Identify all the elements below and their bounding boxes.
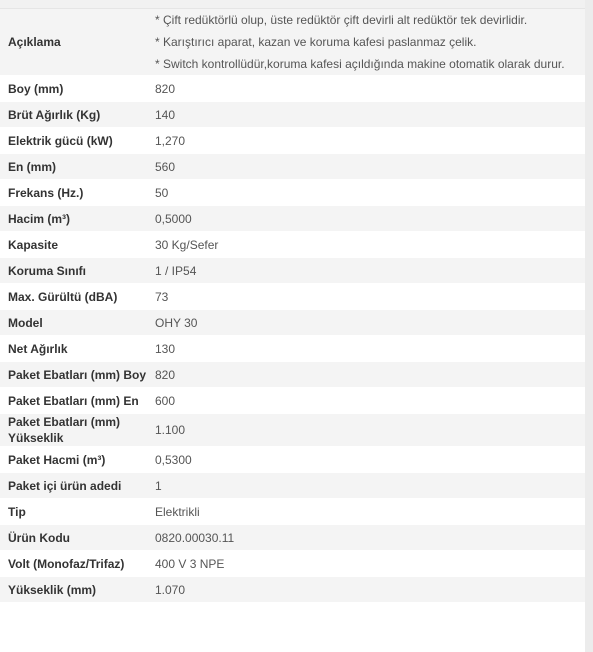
spec-label: Paket Ebatları (mm) Yükseklik	[0, 414, 147, 447]
spec-row	[0, 102, 585, 128]
spec-value: 1	[147, 473, 585, 499]
spec-value: 130	[147, 336, 585, 362]
spec-label: Net Ağırlık	[0, 336, 147, 362]
spec-value: 0,5000	[147, 206, 585, 232]
spec-value: 560	[147, 154, 585, 180]
spec-label: Model	[0, 310, 147, 336]
spec-value: 30 Kg/Sefer	[147, 232, 585, 258]
spec-row	[0, 154, 585, 180]
spec-row	[0, 180, 585, 206]
spec-value: 1,270	[147, 128, 585, 154]
spec-label: Paket Ebatları (mm) En	[0, 388, 147, 414]
spec-label: Elektrik gücü (kW)	[0, 128, 147, 154]
spec-value: 820	[147, 76, 585, 102]
description-line: * Switch kontrollüdür,koruma kafesi açıldığında makine otomatik olarak durur.	[155, 57, 565, 71]
spec-label: Paket Hacmi (m³)	[0, 447, 147, 473]
spec-label: Hacim (m³)	[0, 206, 147, 232]
spec-label: Tip	[0, 499, 147, 525]
spec-row	[0, 206, 585, 232]
spec-label: Paket Ebatları (mm) Boy	[0, 362, 147, 388]
spec-label: Paket içi ürün adedi	[0, 473, 147, 499]
spec-label: En (mm)	[0, 154, 147, 180]
description-line: * Çift redüktörlü olup, üste redüktör çift devirli alt redüktör tek devirlidir.	[155, 13, 528, 27]
spec-row	[0, 473, 585, 499]
spec-row	[0, 447, 585, 473]
spec-value: 1 / IP54	[147, 258, 585, 284]
spec-row	[0, 577, 585, 603]
spec-row	[0, 525, 585, 551]
spec-value: 400 V 3 NPE	[147, 551, 585, 577]
spec-row	[0, 499, 585, 525]
spec-value: 140	[147, 102, 585, 128]
spec-row	[0, 232, 585, 258]
spec-value: Elektrikli	[147, 499, 585, 525]
spec-value: 0,5300	[147, 447, 585, 473]
spec-row	[0, 128, 585, 154]
spec-value: 600	[147, 388, 585, 414]
spec-row	[0, 388, 585, 414]
spec-row	[0, 551, 585, 577]
spec-label: Volt (Monofaz/Trifaz)	[0, 551, 147, 577]
spec-label: Kapasite	[0, 232, 147, 258]
spec-row	[0, 336, 585, 362]
spec-value: 820	[147, 362, 585, 388]
description-line: * Karıştırıcı aparat, kazan ve koruma kafesi paslanmaz çelik.	[155, 35, 477, 49]
spec-value: 50	[147, 180, 585, 206]
spec-label: Brüt Ağırlık (Kg)	[0, 102, 147, 128]
spec-table	[0, 9, 585, 603]
spec-row	[0, 414, 585, 447]
spec-label: Frekans (Hz.)	[0, 180, 147, 206]
spec-label: Açıklama	[0, 9, 147, 76]
scrollbar-track[interactable]	[585, 0, 593, 652]
spec-value: 1.070	[147, 577, 585, 603]
spec-value: 1.100	[147, 414, 585, 447]
spec-row	[0, 362, 585, 388]
spec-row	[0, 76, 585, 102]
spec-label: Boy (mm)	[0, 76, 147, 102]
spec-label: Koruma Sınıfı	[0, 258, 147, 284]
spec-value: OHY 30	[147, 310, 585, 336]
spec-value: 0820.00030.11	[147, 525, 585, 551]
spec-row	[0, 310, 585, 336]
spec-value: 73	[147, 284, 585, 310]
spec-label: Ürün Kodu	[0, 525, 147, 551]
top-border	[0, 0, 593, 9]
spec-label: Max. Gürültü (dBA)	[0, 284, 147, 310]
spec-value-description	[147, 9, 585, 76]
spec-row-description	[0, 9, 585, 76]
spec-row	[0, 258, 585, 284]
spec-row	[0, 284, 585, 310]
spec-label: Yükseklik (mm)	[0, 577, 147, 603]
